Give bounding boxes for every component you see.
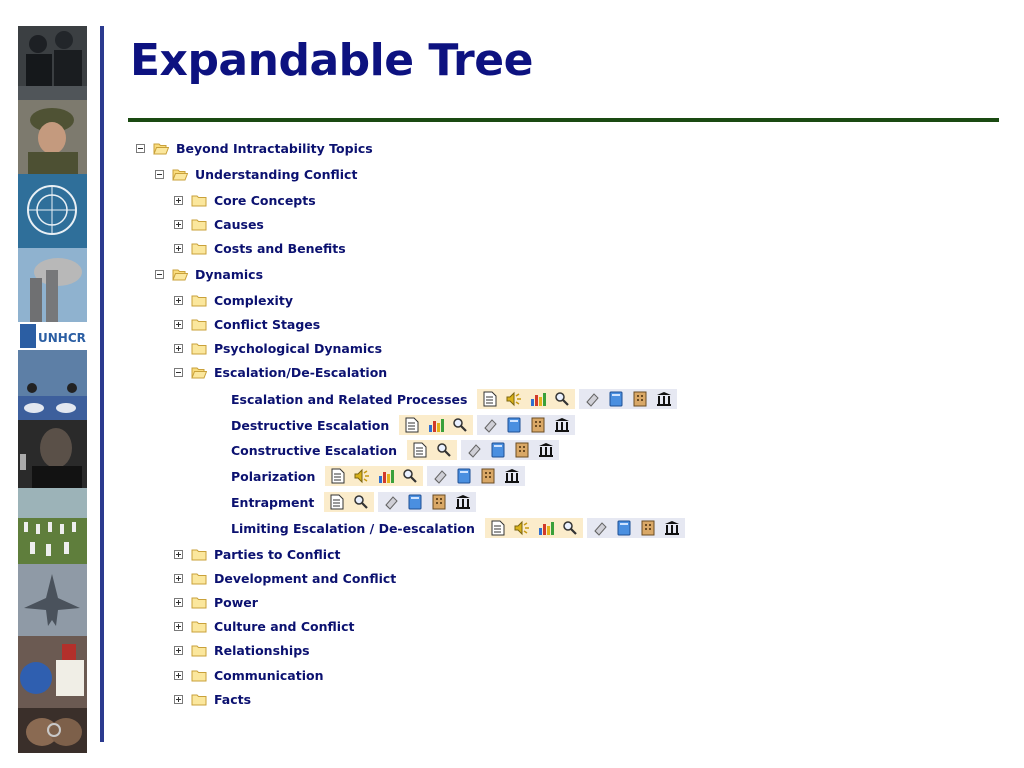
building-icon[interactable] — [639, 519, 657, 537]
tree-node-relationships[interactable] — [174, 640, 310, 660]
audio-icon[interactable] — [353, 467, 371, 485]
tree-node-understanding-conflict[interactable] — [155, 164, 357, 184]
photo-strip — [18, 26, 87, 753]
svg-text:UNHCR: UNHCR — [38, 331, 86, 345]
magnifier-icon[interactable] — [401, 467, 419, 485]
magnifier-icon[interactable] — [451, 416, 469, 434]
chart-icon[interactable] — [529, 390, 547, 408]
expand-toggle[interactable] — [174, 622, 183, 631]
folder-icon — [191, 318, 207, 331]
book-icon[interactable] — [615, 519, 633, 537]
magnifier-icon[interactable] — [561, 519, 579, 537]
building-icon[interactable] — [479, 467, 497, 485]
leaf-polarization[interactable] — [231, 466, 525, 486]
node-label[interactable]: Dynamics — [195, 266, 264, 282]
resource-group-secondary — [461, 440, 559, 460]
document-icon[interactable] — [328, 493, 346, 511]
folder-open-icon — [191, 366, 207, 379]
node-label[interactable]: Core Concepts — [214, 192, 316, 208]
tree-node-escalation[interactable] — [174, 362, 387, 382]
node-label[interactable]: Psychological Dynamics — [214, 340, 383, 356]
document-icon[interactable] — [329, 467, 347, 485]
book-icon[interactable] — [505, 416, 523, 434]
building-icon[interactable] — [513, 441, 531, 459]
collapse-toggle[interactable] — [155, 270, 164, 279]
resource-group-primary — [477, 389, 575, 409]
photo-protest-signs — [18, 636, 87, 708]
resource-group-secondary — [427, 466, 525, 486]
node-label[interactable]: Beyond Intractability Topics — [176, 140, 373, 156]
photo-soldier — [18, 100, 87, 174]
node-label[interactable]: Escalation/De-Escalation — [214, 364, 388, 380]
expand-toggle[interactable] — [174, 550, 183, 559]
folder-icon — [191, 342, 207, 355]
museum-icon[interactable] — [454, 493, 472, 511]
magnifier-icon[interactable] — [435, 441, 453, 459]
tree-node-parties-to-conflict[interactable] — [174, 544, 340, 564]
book-icon[interactable] — [455, 467, 473, 485]
document-icon[interactable] — [489, 519, 507, 537]
node-label[interactable]: Facts — [214, 691, 252, 707]
photo-fighter-jet — [18, 564, 87, 636]
tree-node-costs-benefits[interactable] — [174, 238, 346, 258]
leaf-label[interactable]: Entrapment — [231, 494, 315, 510]
folder-icon — [191, 596, 207, 609]
expand-toggle[interactable] — [174, 574, 183, 583]
node-label[interactable]: Development and Conflict — [214, 570, 397, 586]
tree-node-complexity[interactable] — [174, 290, 293, 310]
chart-icon[interactable] — [427, 416, 445, 434]
folder-icon — [191, 242, 207, 255]
node-label[interactable]: Culture and Conflict — [214, 618, 355, 634]
eraser-icon[interactable] — [382, 493, 400, 511]
tree-node-conflict-stages[interactable] — [174, 314, 320, 334]
photo-handcuffs — [18, 708, 87, 753]
node-label[interactable]: Understanding Conflict — [195, 166, 358, 182]
document-icon[interactable] — [411, 441, 429, 459]
divider-vertical — [100, 26, 104, 742]
tree-node-power[interactable] — [174, 592, 258, 612]
book-icon[interactable] — [406, 493, 424, 511]
building-icon[interactable] — [529, 416, 547, 434]
leaf-entrapment[interactable] — [231, 492, 476, 512]
museum-icon[interactable] — [553, 416, 571, 434]
building-icon[interactable] — [631, 390, 649, 408]
tree-node-psychological-dynamics[interactable] — [174, 338, 382, 358]
photo-speaker-portrait — [18, 420, 87, 488]
resource-group-primary — [325, 466, 423, 486]
eraser-icon[interactable] — [465, 441, 483, 459]
leaf-label[interactable]: Escalation and Related Processes — [231, 391, 468, 407]
eraser-icon[interactable] — [583, 390, 601, 408]
resource-group-secondary — [579, 389, 677, 409]
eraser-icon[interactable] — [591, 519, 609, 537]
folder-icon — [191, 548, 207, 561]
leaf-limiting-escalation[interactable] — [231, 518, 685, 538]
photo-riot-police — [18, 26, 87, 100]
leaf-escalation-related-processes[interactable] — [231, 389, 677, 409]
folder-icon — [191, 294, 207, 307]
resource-group-secondary — [587, 518, 685, 538]
museum-icon[interactable] — [537, 441, 555, 459]
chart-icon[interactable] — [537, 519, 555, 537]
node-label[interactable]: Complexity — [214, 292, 293, 308]
expand-toggle[interactable] — [174, 244, 183, 253]
photo-unhcr-truck — [18, 322, 87, 396]
folder-open-icon — [172, 268, 188, 281]
folder-open-icon — [153, 142, 169, 155]
audio-icon[interactable] — [505, 390, 523, 408]
magnifier-icon[interactable] — [352, 493, 370, 511]
collapse-toggle[interactable] — [174, 368, 183, 377]
folder-icon — [191, 572, 207, 585]
tree-node-development-and-conflict[interactable] — [174, 568, 396, 588]
resource-group-secondary — [378, 492, 476, 512]
page-title: Expandable Tree — [130, 35, 533, 86]
expand-toggle[interactable] — [174, 196, 183, 205]
expand-toggle[interactable] — [174, 320, 183, 329]
folder-icon — [191, 620, 207, 633]
folder-icon — [191, 669, 207, 682]
tree-node-core-concepts[interactable] — [174, 190, 316, 210]
node-label[interactable]: Relationships — [214, 642, 310, 658]
tree-node-communication[interactable] — [174, 665, 324, 685]
leaf-label[interactable]: Polarization — [231, 468, 316, 484]
node-label[interactable]: Costs and Benefits — [214, 240, 346, 256]
photo-tables — [18, 396, 87, 420]
magnifier-icon[interactable] — [553, 390, 571, 408]
resource-group-primary — [324, 492, 374, 512]
expand-toggle[interactable] — [174, 296, 183, 305]
tree-node-dynamics[interactable] — [155, 264, 263, 284]
leaf-label[interactable]: Constructive Escalation — [231, 442, 398, 458]
photo-cemetery — [18, 488, 87, 564]
folder-icon — [191, 194, 207, 207]
museum-icon[interactable] — [655, 390, 673, 408]
photo-towers — [18, 248, 87, 322]
leaf-constructive-escalation[interactable] — [231, 440, 559, 460]
folder-icon — [191, 218, 207, 231]
leaf-destructive-escalation[interactable] — [231, 415, 575, 435]
folder-open-icon — [172, 168, 188, 181]
document-icon[interactable] — [403, 416, 421, 434]
tree-node-culture-and-conflict[interactable] — [174, 616, 354, 636]
audio-icon[interactable] — [513, 519, 531, 537]
expand-toggle[interactable] — [174, 646, 183, 655]
book-icon[interactable] — [607, 390, 625, 408]
book-icon[interactable] — [489, 441, 507, 459]
collapse-toggle[interactable] — [136, 144, 145, 153]
expand-toggle[interactable] — [174, 671, 183, 680]
title-underline — [128, 118, 999, 122]
resource-group-primary — [407, 440, 457, 460]
eraser-icon[interactable] — [481, 416, 499, 434]
node-label[interactable]: Communication — [214, 667, 324, 683]
resource-group-secondary — [477, 415, 575, 435]
museum-icon[interactable] — [503, 467, 521, 485]
leaf-label[interactable]: Destructive Escalation — [231, 417, 390, 433]
eraser-icon[interactable] — [431, 467, 449, 485]
collapse-toggle[interactable] — [155, 170, 164, 179]
expand-toggle[interactable] — [174, 220, 183, 229]
tree-node-causes[interactable] — [174, 214, 264, 234]
chart-icon[interactable] — [377, 467, 395, 485]
resource-group-primary — [399, 415, 473, 435]
museum-icon[interactable] — [663, 519, 681, 537]
expand-toggle[interactable] — [174, 344, 183, 353]
expand-toggle[interactable] — [174, 695, 183, 704]
building-icon[interactable] — [430, 493, 448, 511]
photo-un-emblem — [18, 174, 87, 248]
node-label[interactable]: Causes — [214, 216, 264, 232]
expand-toggle[interactable] — [174, 598, 183, 607]
tree-node-root[interactable] — [136, 138, 373, 158]
node-label[interactable]: Power — [214, 594, 258, 610]
tree-node-facts[interactable] — [174, 689, 251, 709]
folder-icon — [191, 693, 207, 706]
document-icon[interactable] — [481, 390, 499, 408]
folder-icon — [191, 644, 207, 657]
resource-group-primary — [485, 518, 583, 538]
node-label[interactable]: Conflict Stages — [214, 316, 321, 332]
node-label[interactable]: Parties to Conflict — [214, 546, 341, 562]
leaf-label[interactable]: Limiting Escalation / De-escalation — [231, 520, 475, 536]
